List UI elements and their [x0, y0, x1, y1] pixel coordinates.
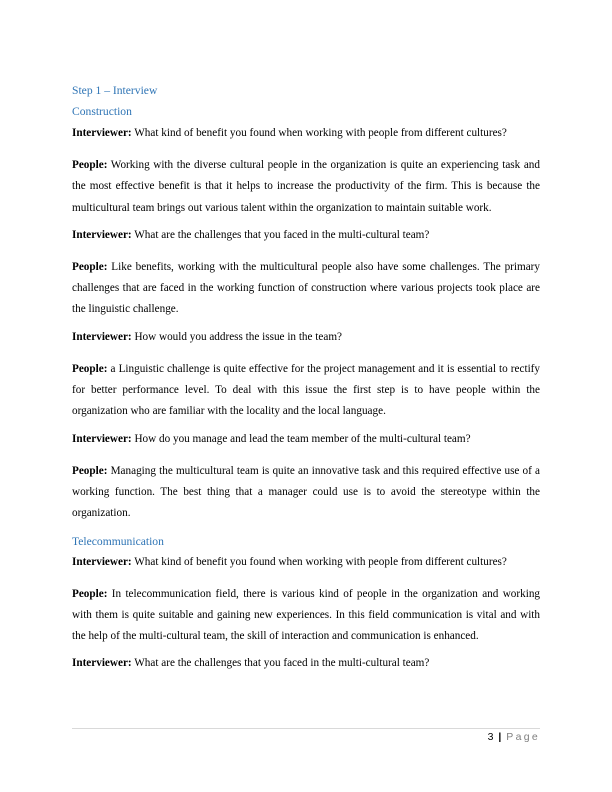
construction-question-3 — [72, 330, 540, 345]
answer-text: Managing the multicultural team is quite an innovative task and this required effective use of a working function. The best thing that a manager could use is to avoid the stereotype within the organization. — [72, 464, 541, 520]
question-text: What are the challenges that you faced in the multi-cultural team? — [134, 657, 430, 670]
construction-question-2 — [72, 228, 540, 243]
question-text: What are the challenges that you faced in the multi-cultural team? — [134, 228, 430, 241]
interviewer-label: Interviewer: — [72, 127, 132, 139]
telecom-question-1 — [72, 555, 540, 570]
heading-telecommunication: Telecommunication — [72, 534, 164, 548]
answer-text: a Linguistic challenge is quite effective for the project management and it is essential to rectify for better performance level. To deal with this issue the first step is to have people within the organization who are familiar with the locality and the local language. — [72, 362, 541, 418]
question-text: How do you manage and lead the team member of the multi-cultural team? — [134, 432, 471, 445]
answer-text: Working with the diverse cultural people in the organization is quite an experiencing task and the most effective benefit is that it helps to increase the productivity of the firm. This is because the multicultural team brings out various talent within the organization to maintain suitable work. — [72, 159, 540, 214]
page-number: 3 — [487, 731, 494, 743]
interviewer-label: Interviewer: — [72, 432, 132, 445]
construction-answer-1 — [72, 155, 540, 219]
construction-answer-4 — [72, 461, 540, 525]
question-text: What kind of benefit you found when working with people from different cultures? — [134, 127, 507, 139]
heading-step: Step 1 – Interview — [72, 84, 158, 97]
heading-construction: Construction — [72, 105, 132, 118]
construction-question-4 — [72, 432, 540, 447]
construction-answer-2 — [72, 257, 540, 321]
interviewer-label: Interviewer: — [72, 330, 132, 343]
question-text: What kind of benefit you found when working with people from different cultures? — [134, 555, 507, 568]
interviewer-label: Interviewer: — [72, 228, 132, 241]
document-body — [72, 83, 540, 685]
people-label: People: — [72, 587, 108, 600]
question-text: How would you address the issue in the team? — [134, 330, 342, 343]
telecom-question-2 — [72, 656, 540, 671]
construction-question-1 — [72, 126, 540, 141]
people-label: People: — [72, 464, 108, 477]
people-label: People: — [72, 362, 108, 375]
interviewer-label: Interviewer: — [72, 657, 132, 670]
telecom-answer-1 — [72, 584, 540, 648]
interviewer-label: Interviewer: — [72, 555, 132, 568]
people-label: People: — [72, 260, 108, 273]
people-label: People: — [72, 159, 108, 171]
answer-text: In telecommunication field, there is various kind of people in the organization and working with them is quite suitable and gaining new experiences. In this field communication is vital and with the help of the multi-cultural team, the skill of interaction and communication is enhanced. — [72, 587, 541, 643]
answer-text: Like benefits, working with the multicultural people also have some challenges. The primary challenges that are faced in the working function of construction where various projects took place are the linguistic challenge. — [72, 260, 541, 316]
page-word: Page — [506, 731, 540, 743]
footer-separator: | — [498, 731, 502, 743]
page-footer — [72, 728, 540, 743]
construction-answer-3 — [72, 359, 540, 423]
